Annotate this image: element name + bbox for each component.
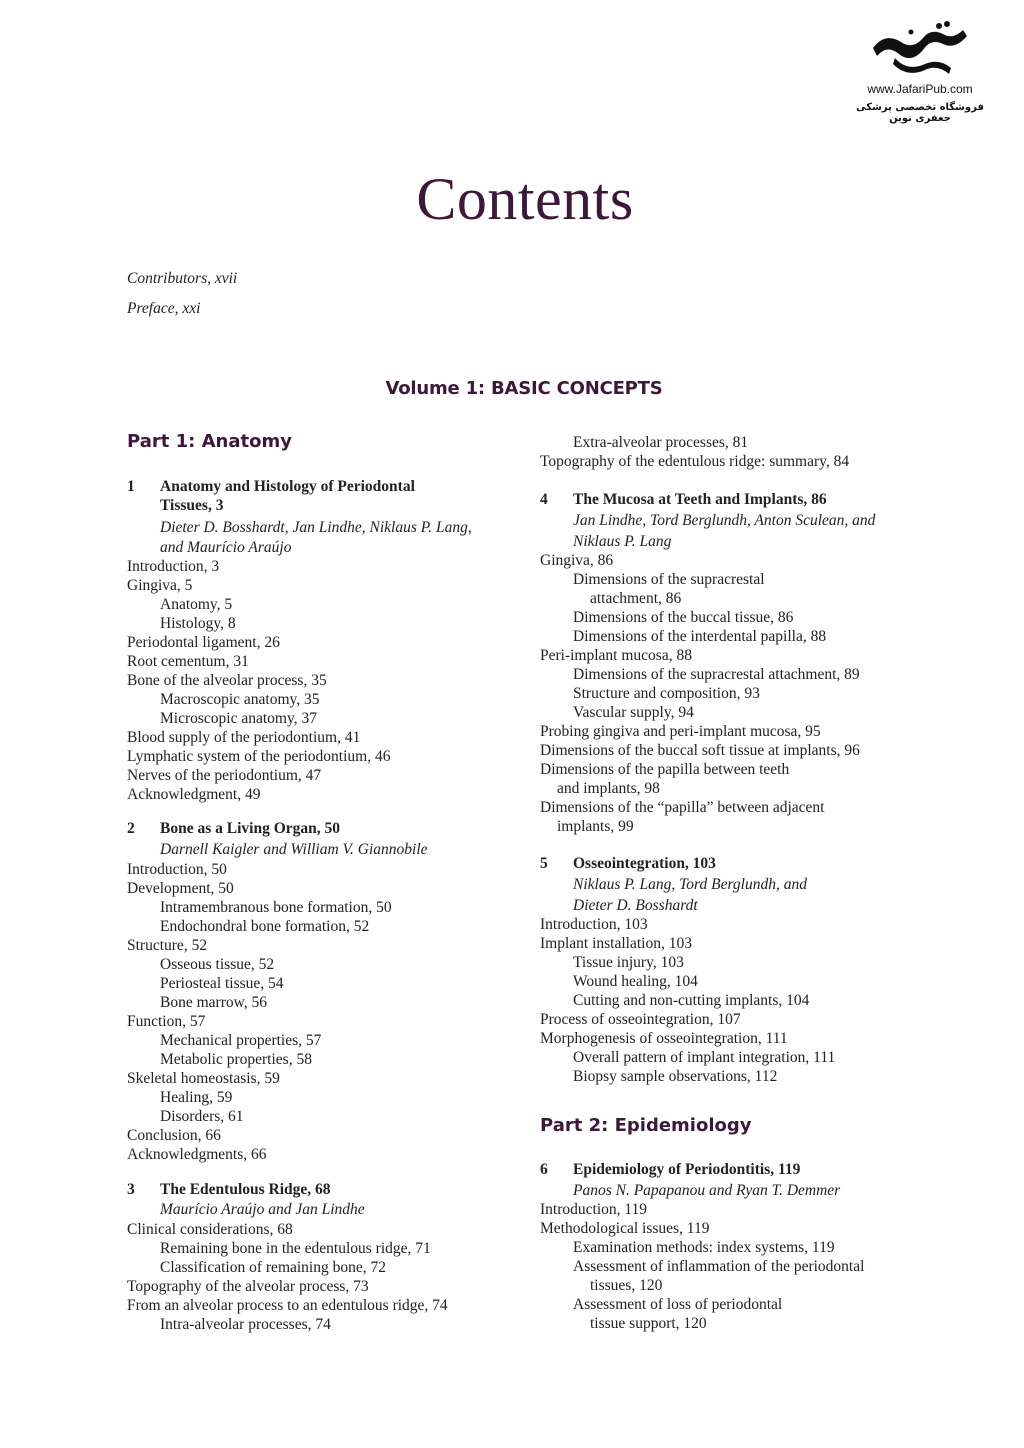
chapter-authors-cont: Dieter D. Bosshardt <box>573 897 698 914</box>
toc-entry: Dimensions of the papilla between teeth <box>540 761 790 778</box>
toc-entry: Conclusion, 66 <box>127 1127 221 1144</box>
toc-subentry: Anatomy, 5 <box>160 596 233 613</box>
toc-subentry: Vascular supply, 94 <box>573 704 694 721</box>
chapter-title <box>127 819 340 838</box>
toc-entry: Acknowledgments, 66 <box>127 1146 267 1163</box>
toc-entry: Blood supply of the periodontium, 41 <box>127 729 361 746</box>
chapter-title <box>540 490 827 509</box>
toc-subentry: Remaining bone in the edentulous ridge, 71 <box>160 1240 431 1257</box>
toc-entry-cont: implants, 99 <box>557 818 634 835</box>
toc-subentry: Microscopic anatomy, 37 <box>160 710 317 727</box>
toc-subentry: Dimensions of the buccal tissue, 86 <box>573 609 794 626</box>
toc-entry: Introduction, 119 <box>540 1201 648 1218</box>
publisher-emblem-icon <box>865 18 975 80</box>
toc-entry: Introduction, 103 <box>540 916 648 933</box>
toc-subentry: Dimensions of the supracrestal attachment, 89 <box>573 666 860 683</box>
toc-subentry: Structure and composition, 93 <box>573 685 760 702</box>
toc-entry: Introduction, 3 <box>127 558 220 575</box>
toc-entry: Bone of the alveolar process, 35 <box>127 672 327 689</box>
chapter-authors: Jan Lindhe, Tord Berglundh, Anton Sculean, and <box>573 512 876 529</box>
toc-entry: From an alveolar process to an edentulous ridge, 74 <box>127 1297 448 1314</box>
toc-entry: Peri-implant mucosa, 88 <box>540 647 692 664</box>
toc-entry: Structure, 52 <box>127 937 208 954</box>
toc-entry: Dimensions of the “papilla” between adjacent <box>540 799 825 816</box>
chapter-authors: Maurício Araújo and Jan Lindhe <box>160 1201 365 1218</box>
chapter-title-text: Anatomy and Histology of Periodontal <box>160 478 415 495</box>
toc-subentry: Healing, 59 <box>160 1089 233 1106</box>
publisher-url: www.JafariPub.com <box>867 82 973 96</box>
toc-subentry: Biopsy sample observations, 112 <box>573 1068 778 1085</box>
toc-subentry: Endochondral bone formation, 52 <box>160 918 370 935</box>
toc-entry: Clinical considerations, 68 <box>127 1221 293 1238</box>
toc-subentry: Periosteal tissue, 54 <box>160 975 284 992</box>
toc-subentry: Assessment of inflammation of the periodontal <box>573 1258 865 1275</box>
toc-subentry: Osseous tissue, 52 <box>160 956 275 973</box>
chapter-authors: Darnell Kaigler and William V. Giannobile <box>160 841 428 858</box>
chapter-title-text: Osseointegration, 103 <box>573 855 716 872</box>
chapter-title-text: Epidemiology of Periodontitis, 119 <box>573 1161 801 1178</box>
chapter-title <box>127 1180 331 1199</box>
chapter-number: 5 <box>540 855 548 872</box>
toc-entry: Periodontal ligament, 26 <box>127 634 280 651</box>
chapter-number: 2 <box>127 820 135 837</box>
chapter-title-text: Bone as a Living Organ, 50 <box>160 820 340 837</box>
chapter-number: 3 <box>127 1181 135 1198</box>
volume-heading: Volume 1: BASIC CONCEPTS <box>385 378 663 399</box>
toc-subentry: Wound healing, 104 <box>573 973 698 990</box>
toc-subentry: Tissue injury, 103 <box>573 954 684 971</box>
toc-entry-cont: and implants, 98 <box>557 780 660 797</box>
part-heading: Part 1: Anatomy <box>127 431 292 452</box>
chapter-authors-cont: and Maurício Araújo <box>160 539 292 556</box>
toc-subentry: Classification of remaining bone, 72 <box>160 1259 386 1276</box>
toc-entry: Methodological issues, 119 <box>540 1220 710 1237</box>
toc-entry: Topography of the alveolar process, 73 <box>127 1278 369 1295</box>
toc-entry: Topography of the edentulous ridge: summary, 84 <box>540 453 850 470</box>
toc-subentry: Metabolic properties, 58 <box>160 1051 312 1068</box>
toc-subentry: Extra-alveolar processes, 81 <box>573 434 749 451</box>
toc-entry: Process of osseointegration, 107 <box>540 1011 741 1028</box>
toc-subentry: Assessment of loss of periodontal <box>573 1296 783 1313</box>
toc-subentry: Intramembranous bone formation, 50 <box>160 899 392 916</box>
toc-subentry: Disorders, 61 <box>160 1108 244 1125</box>
toc-entry: Acknowledgment, 49 <box>127 786 261 803</box>
chapter-authors-cont: Niklaus P. Lang <box>573 533 672 550</box>
toc-subentry-cont: attachment, 86 <box>590 590 682 607</box>
toc-entry: Development, 50 <box>127 880 234 897</box>
toc-entry: Gingiva, 5 <box>127 577 193 594</box>
toc-subentry-cont: tissues, 120 <box>590 1277 663 1294</box>
toc-entry: Introduction, 50 <box>127 861 227 878</box>
toc-subentry: Bone marrow, 56 <box>160 994 268 1011</box>
chapter-title <box>540 1160 800 1179</box>
toc-entry: Implant installation, 103 <box>540 935 692 952</box>
toc-subentry: Cutting and non-cutting implants, 104 <box>573 992 810 1009</box>
toc-entry: Probing gingiva and peri-implant mucosa, 95 <box>540 723 821 740</box>
toc-entry: Lymphatic system of the periodontium, 46 <box>127 748 391 765</box>
part-heading: Part 2: Epidemiology <box>540 1115 752 1136</box>
chapter-authors: Panos N. Papapanou and Ryan T. Demmer <box>573 1182 841 1199</box>
toc-subentry: Intra-alveolar processes, 74 <box>160 1316 331 1333</box>
toc-entry: Nerves of the periodontium, 47 <box>127 767 322 784</box>
toc-subentry-cont: tissue support, 120 <box>590 1315 707 1332</box>
chapter-authors: Dieter D. Bosshardt, Jan Lindhe, Niklaus P. Lang, <box>160 519 472 536</box>
chapter-title-text: The Mucosa at Teeth and Implants, 86 <box>573 491 827 508</box>
toc-subentry: Macroscopic anatomy, 35 <box>160 691 320 708</box>
toc-subentry: Overall pattern of implant integration, 111 <box>573 1049 836 1066</box>
page-title: Contents <box>416 166 634 232</box>
toc-entry: Morphogenesis of osseointegration, 111 <box>540 1030 788 1047</box>
chapter-authors: Niklaus P. Lang, Tord Berglundh, and <box>573 876 807 893</box>
publisher-logo <box>850 18 990 128</box>
publisher-tagline: فروشگاه تخصصی پزشکی جعفری نوین <box>856 102 984 124</box>
chapter-title <box>127 477 415 496</box>
toc-subentry: Histology, 8 <box>160 615 236 632</box>
toc-entry: Function, 57 <box>127 1013 206 1030</box>
chapter-number: 1 <box>127 478 135 495</box>
front-matter-contributors: Contributors, xvii <box>127 270 238 287</box>
toc-subentry: Examination methods: index systems, 119 <box>573 1239 835 1256</box>
toc-entry: Dimensions of the buccal soft tissue at implants, 96 <box>540 742 860 759</box>
chapter-title-cont: Tissues, 3 <box>160 497 224 514</box>
toc-subentry: Mechanical properties, 57 <box>160 1032 322 1049</box>
chapter-title <box>540 854 716 873</box>
toc-entry: Skeletal homeostasis, 59 <box>127 1070 280 1087</box>
front-matter-preface: Preface, xxi <box>127 300 201 317</box>
chapter-title-text: The Edentulous Ridge, 68 <box>160 1181 331 1198</box>
toc-entry: Root cementum, 31 <box>127 653 249 670</box>
toc-subentry: Dimensions of the interdental papilla, 88 <box>573 628 827 645</box>
chapter-number: 6 <box>540 1161 548 1178</box>
chapter-number: 4 <box>540 491 548 508</box>
toc-subentry: Dimensions of the supracrestal <box>573 571 765 588</box>
toc-entry: Gingiva, 86 <box>540 552 614 569</box>
